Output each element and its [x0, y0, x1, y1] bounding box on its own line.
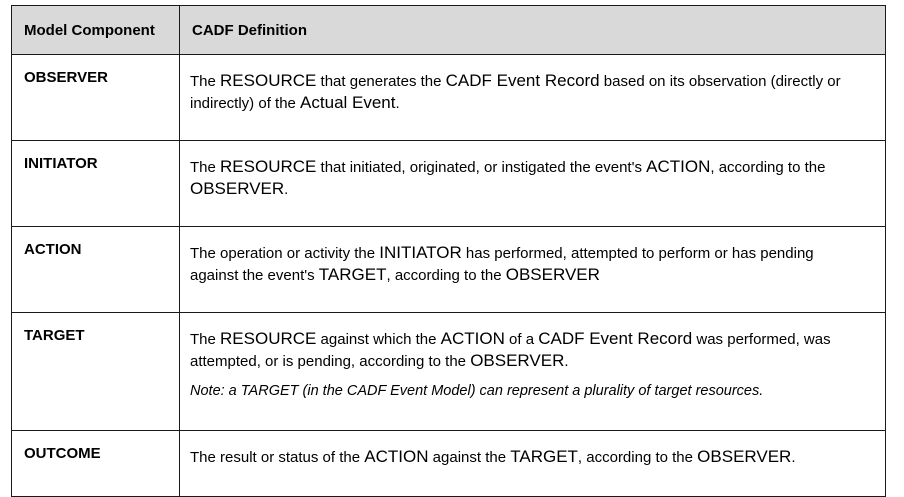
header-model-component: [12, 6, 180, 55]
table-row: [12, 431, 886, 497]
definition-cell: [180, 55, 886, 141]
definition-segment: The operation or activity the: [190, 245, 380, 262]
definition-note: Note: a TARGET (in the CADF Event Model) can represent a plurality of target resources.: [190, 383, 764, 399]
definition-term: RESOURCE: [220, 157, 317, 176]
definition-segment: .: [284, 181, 289, 198]
definition-segment: The result or status of the: [190, 449, 365, 466]
definition-segment: against the: [428, 449, 511, 466]
definition-term: Actual Event: [300, 93, 396, 112]
definition-segment: of a: [504, 331, 539, 348]
definition-term: OBSERVER: [190, 179, 285, 198]
definition-segment: .: [395, 95, 400, 112]
definition-segment: has performed, attempted to perform or has pending against the event's: [190, 245, 814, 284]
table-row: [12, 55, 886, 141]
definition-segment: was performed, was attempted, or is pending, according to the: [190, 331, 831, 370]
component-cell: OUTCOME: [12, 431, 180, 497]
component-cell: ACTION: [12, 227, 180, 313]
definition-cell: [180, 227, 886, 313]
definition-segment: that generates the: [316, 73, 446, 90]
table-row: [12, 313, 886, 431]
definition-segment: that initiated, originated, or instigated the event's: [316, 159, 647, 176]
definition-cell: [180, 141, 886, 227]
table-row: [12, 227, 886, 313]
definition-segment: The: [190, 73, 221, 90]
component-cell: OBSERVER: [12, 55, 180, 141]
component-cell: TARGET: [12, 313, 180, 431]
header-model-component-label: Model Component: [24, 21, 155, 39]
definition-segment: The: [190, 331, 221, 348]
definition-term: OBSERVER: [697, 447, 792, 466]
definition-term: CADF Event Record: [538, 329, 693, 348]
component-cell: INITIATOR: [12, 141, 180, 227]
definition-term: TARGET: [318, 265, 387, 284]
definition-text: [190, 156, 861, 200]
definition-term: ACTION: [646, 157, 711, 176]
definition-text: [190, 328, 861, 372]
definition-term: RESOURCE: [220, 71, 317, 90]
definition-cell: [180, 431, 886, 497]
definition-segment: against which the: [316, 331, 441, 348]
definition-term: RESOURCE: [220, 329, 317, 348]
definition-segment: .: [564, 353, 569, 370]
definition-term: ACTION: [364, 447, 429, 466]
header-cadf-definition: [180, 6, 886, 55]
definition-text: [190, 446, 861, 468]
definition-segment: , according to the: [710, 159, 826, 176]
definition-term: TARGET: [510, 447, 578, 466]
definition-segment: based on its observation (directly or indirectly) of the: [190, 73, 841, 112]
definition-text: [190, 242, 861, 286]
definition-term: OBSERVER: [470, 351, 565, 370]
cadf-model-table: [11, 5, 886, 497]
table-header-row: [12, 6, 886, 55]
definition-segment: The: [190, 159, 221, 176]
definition-term: CADF Event Record: [445, 71, 600, 90]
definition-cell: [180, 313, 886, 431]
definition-segment: , according to the: [577, 449, 698, 466]
definition-term: ACTION: [440, 329, 505, 348]
definition-term: OBSERVER: [505, 265, 600, 284]
definition-term: INITIATOR: [379, 243, 462, 262]
header-cadf-definition-label: CADF Definition: [192, 21, 307, 39]
definition-text: [190, 70, 861, 114]
definition-segment: .: [791, 449, 796, 466]
table-row: [12, 141, 886, 227]
definition-segment: , according to the: [386, 267, 506, 284]
